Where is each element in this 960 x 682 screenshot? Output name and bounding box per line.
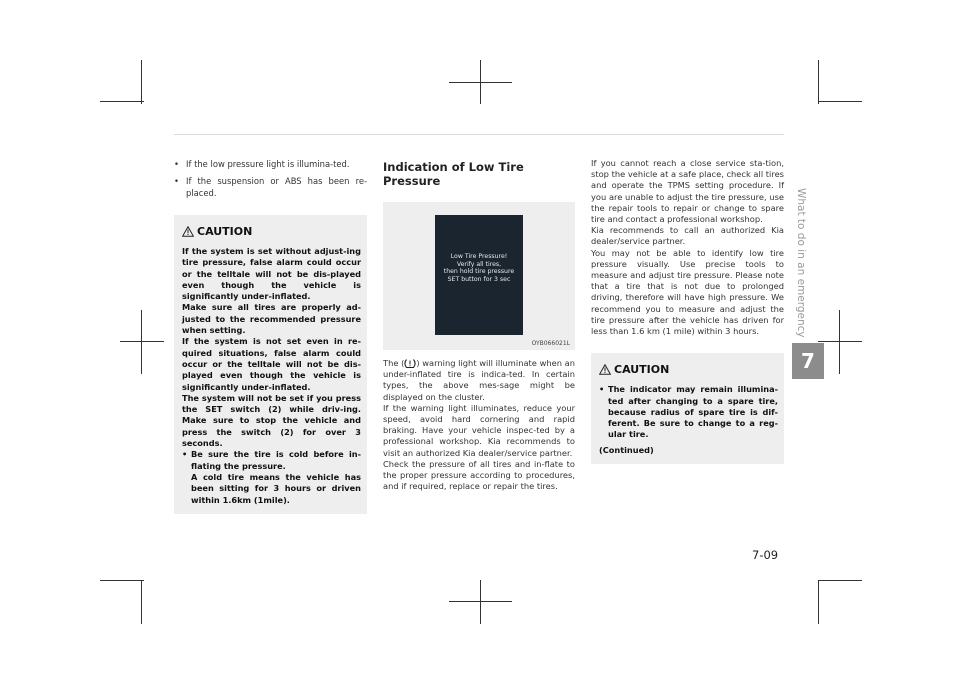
list-item: • If the low pressure light is illumina-ted. bbox=[174, 159, 350, 169]
chapter-side-label: What to do in an emergency bbox=[795, 188, 807, 338]
warning-triangle-icon bbox=[182, 226, 194, 237]
caution-paragraph: If the system is not set even in re-quired situations, false alarm could occur or the telltale will not be dis-played even though the vehicle is significantly under-inflated. bbox=[182, 336, 361, 392]
warning-triangle-icon bbox=[599, 364, 611, 375]
body-paragraph: Kia recommends to call an authorized Kia dealer/service partner. bbox=[591, 225, 784, 247]
caution-heading: CAUTION bbox=[599, 363, 778, 376]
body-paragraph: The ( ) warning light will illuminate when an under-inflated tire is indica-ted. In certain types, the above mes-sage might be displayed on the cluster. bbox=[383, 358, 576, 402]
caution-paragraph: The system will not be set if you press the SET switch (2) while driv-ing. Make sure to stop the vehicle and press the switch (2) for over 3 seconds. bbox=[182, 392, 361, 449]
body-paragraph: If you cannot reach a close service sta-tion, stop the vehicle at a safe place, check all tires and operate the TPMS setting procedure. If you are unable to adjust the tire pressure, use the repair tools to repair or change to spare tire and contact a professional workshop. bbox=[591, 158, 784, 225]
caution-paragraph: Make sure all tires are properly ad-justed to the recommended pressure when setting. bbox=[182, 302, 361, 336]
body-paragraph: Check the pressure of all tires and in-flate to the proper pressure according to procedures, and if required, replace or repair the tires. bbox=[383, 458, 575, 492]
image-code: OYB066021L bbox=[531, 340, 570, 347]
caution-sub-text: A cold tire means the vehicle has been sitting for 3 hours or driven within 1.6km (1mile). bbox=[191, 471, 361, 505]
caution-box bbox=[591, 353, 784, 464]
caution-box bbox=[174, 215, 367, 514]
display-line: SET button for 3 sec bbox=[447, 275, 511, 283]
header-rule bbox=[174, 134, 784, 135]
column-right bbox=[591, 158, 784, 464]
list-item: • If the suspension or ABS has been re-placed. bbox=[174, 176, 367, 198]
display-line: Low Tire Pressure! bbox=[450, 253, 508, 260]
caution-bullet: • The indicator may remain illumina-ted after changing to a spare tire, because radius of spare tire is dif-ferent. Be sure to change to a reg-ular tire. bbox=[599, 384, 778, 440]
caution-heading: CAUTION bbox=[182, 225, 361, 238]
chapter-tab: 7 bbox=[792, 343, 824, 379]
caution-paragraph: If the system is set without adjust-ing tire pressure, false alarm could occur or the telltale will not be dis-played even though the vehicle is significantly under-inflated. bbox=[182, 246, 361, 302]
cluster-display bbox=[435, 215, 523, 335]
tire-pressure-warning-icon bbox=[404, 358, 416, 369]
column-middle bbox=[383, 160, 575, 492]
column-left bbox=[174, 158, 367, 514]
page-number: 7-09 bbox=[752, 548, 779, 562]
display-line: then hold tire pressure bbox=[443, 268, 515, 276]
cluster-image bbox=[383, 202, 575, 350]
body-paragraph: If the warning light illuminates, reduce your speed, avoid hard cornering and rapid braking. Have your vehicle inspec-ted by a professional workshop. Kia recommends to visit an authorized Kia dealer/service partner. bbox=[383, 402, 575, 458]
continued-note: (Continued) bbox=[599, 444, 654, 455]
section-title: Indication of Low Tire Pressure bbox=[383, 160, 524, 188]
body-paragraph: You may not be able to identify low tire pressure visually. Use precise tools to measure and adjust tire pressure. Please note that a tire that is not due to prolonged driving, therefore will have high pressure. We recommend you to measure and adjust the tire pressure after the vehicle has driven for less than 1.6 km (1 mile) within 3 hours. bbox=[591, 247, 784, 337]
caution-sub-bullet: • Be sure the tire is cold before in-flating the pressure. bbox=[182, 449, 361, 471]
display-line: Verify all tires, bbox=[456, 260, 502, 268]
